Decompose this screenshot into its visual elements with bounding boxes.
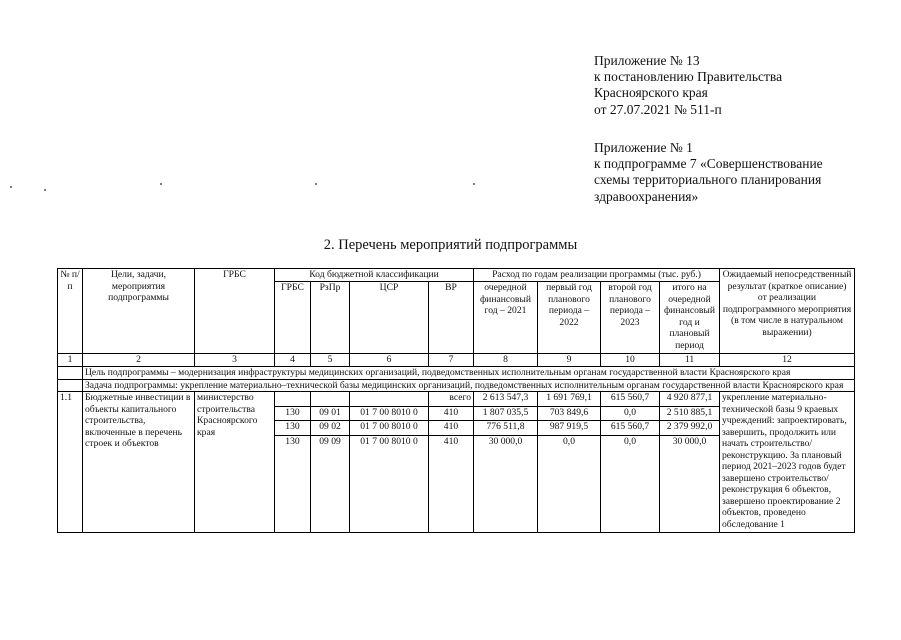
appendix-1-line: схемы территориального планирования xyxy=(594,172,822,188)
header-grbs-code: ГРБС xyxy=(275,282,311,354)
cell-year-2023: 0,0 xyxy=(601,406,660,421)
goal-num-cell xyxy=(58,367,83,380)
cell-year-2023: 615 560,7 xyxy=(601,392,660,407)
cell-total: 30 000,0 xyxy=(660,436,720,533)
cell-rzpr: 09 09 xyxy=(311,436,350,533)
header-result: Ожидаемый непосредственный результат (краткое описание) от реализации подпрограммного мероприятия (в том числе в натуральном выражении) xyxy=(720,269,855,354)
item-result: укрепление материально-технической базы 9 краевых учреждений: запроектировать, завершить, продолжить или начать строительство/ реконструкцию. За плановый период 2021–2023 годов будет завершено строительство/реконструкция 6 объектов, завершено проектирование 2 объектов, проведено обследование 1 xyxy=(720,392,855,533)
scan-speck xyxy=(160,183,162,185)
cell-vr: 410 xyxy=(429,436,474,533)
cell-rzpr xyxy=(311,392,350,407)
column-number: 2 xyxy=(83,354,195,367)
scan-speck xyxy=(44,189,46,191)
measures-table-wrapper xyxy=(57,268,855,533)
task-row xyxy=(58,379,855,392)
cell-total: 4 920 877,1 xyxy=(660,392,720,407)
header-csr: ЦСР xyxy=(350,282,429,354)
header-year-2022: первый год планового периода – 2022 xyxy=(538,282,601,354)
column-number: 8 xyxy=(474,354,538,367)
document-title: 2. Перечень мероприятий подпрограммы xyxy=(323,237,578,253)
cell-vr: 410 xyxy=(429,421,474,436)
column-number: 3 xyxy=(195,354,275,367)
scan-speck xyxy=(10,186,12,188)
appendix-13-header xyxy=(594,53,782,118)
cell-year-2021: 2 613 547,3 xyxy=(474,392,538,407)
cell-grbs: 130 xyxy=(275,406,311,421)
appendix-13-line: Красноярского края xyxy=(594,85,708,101)
goal-text: Цель подпрограммы – модернизация инфраструктуры медицинских организаций, подведомственных исполнительным органам государственной власти Красноярского края xyxy=(83,367,855,380)
header-year-2021: очередной финансовый год – 2021 xyxy=(474,282,538,354)
cell-year-2022: 0,0 xyxy=(538,436,601,533)
cell-total: 2 379 992,0 xyxy=(660,421,720,436)
header-budget-code: Код бюджетной классификации xyxy=(275,269,474,282)
cell-vr: всего xyxy=(429,392,474,407)
header-expense: Расход по годам реализации программы (тыс. руб.) xyxy=(474,269,720,282)
cell-year-2023: 0,0 xyxy=(601,436,660,533)
column-number: 10 xyxy=(601,354,660,367)
appendix-13-line: к постановлению Правительства xyxy=(594,69,783,85)
cell-year-2022: 987 919,5 xyxy=(538,421,601,436)
cell-csr: 01 7 00 8010 0 xyxy=(350,421,429,436)
task-num-cell xyxy=(58,379,83,392)
cell-year-2022: 1 691 769,1 xyxy=(538,392,601,407)
column-number: 7 xyxy=(429,354,474,367)
appendix-1-line: к подпрограмме 7 «Совершенствование xyxy=(594,156,823,172)
appendix-1-line: здравоохранения» xyxy=(594,188,699,204)
goal-row xyxy=(58,367,855,380)
cell-total: 2 510 885,1 xyxy=(660,406,720,421)
cell-rzpr: 09 01 xyxy=(311,406,350,421)
header-grbs: ГРБС xyxy=(195,269,275,354)
column-number: 1 xyxy=(58,354,83,367)
cell-year-2023: 615 560,7 xyxy=(601,421,660,436)
cell-rzpr: 09 02 xyxy=(311,421,350,436)
column-number-row xyxy=(58,354,855,367)
task-text: Задача подпрограммы: укрепление материально–технической базы медицинских организаций, подведомственных исполнительным органам государственной власти Красноярского края xyxy=(83,379,855,392)
header-row-1 xyxy=(58,269,855,282)
cell-vr: 410 xyxy=(429,406,474,421)
measures-table xyxy=(57,268,855,533)
item-num: 1.1 xyxy=(58,392,83,533)
column-number: 4 xyxy=(275,354,311,367)
cell-year-2021: 30 000,0 xyxy=(474,436,538,533)
appendix-13-line: Приложение № 13 xyxy=(594,53,700,68)
scan-speck xyxy=(473,183,475,185)
column-number: 6 xyxy=(350,354,429,367)
scan-speck xyxy=(315,183,317,185)
header-vr: ВР xyxy=(429,282,474,354)
appendix-13-line: от 27.07.2021 № 511-п xyxy=(594,101,722,117)
cell-csr: 01 7 00 8010 0 xyxy=(350,436,429,533)
item-row-total xyxy=(58,392,855,407)
cell-csr: 01 7 00 8010 0 xyxy=(350,406,429,421)
item-name: Бюджетные инвестиции в объекты капитального строительства, включенные в перечень строек и объектов xyxy=(83,392,195,533)
column-number: 5 xyxy=(311,354,350,367)
column-number: 9 xyxy=(538,354,601,367)
appendix-1-header xyxy=(594,140,823,205)
cell-grbs: 130 xyxy=(275,421,311,436)
cell-year-2021: 776 511,8 xyxy=(474,421,538,436)
header-total: итого на очередной финансовый год и плановый период xyxy=(660,282,720,354)
cell-grbs: 130 xyxy=(275,436,311,533)
column-number: 11 xyxy=(660,354,720,367)
appendix-1-line: Приложение № 1 xyxy=(594,140,693,155)
cell-grbs xyxy=(275,392,311,407)
header-num: № п/п xyxy=(58,269,83,354)
cell-year-2022: 703 849,6 xyxy=(538,406,601,421)
cell-csr xyxy=(350,392,429,407)
header-year-2023: второй год планового периода – 2023 xyxy=(601,282,660,354)
column-number: 12 xyxy=(720,354,855,367)
cell-year-2021: 1 807 035,5 xyxy=(474,406,538,421)
header-goals: Цели, задачи, мероприятия подпрограммы xyxy=(83,269,195,354)
header-rzpr: РзПр xyxy=(311,282,350,354)
item-grbs-name: министерство строительства Красноярского края xyxy=(195,392,275,533)
